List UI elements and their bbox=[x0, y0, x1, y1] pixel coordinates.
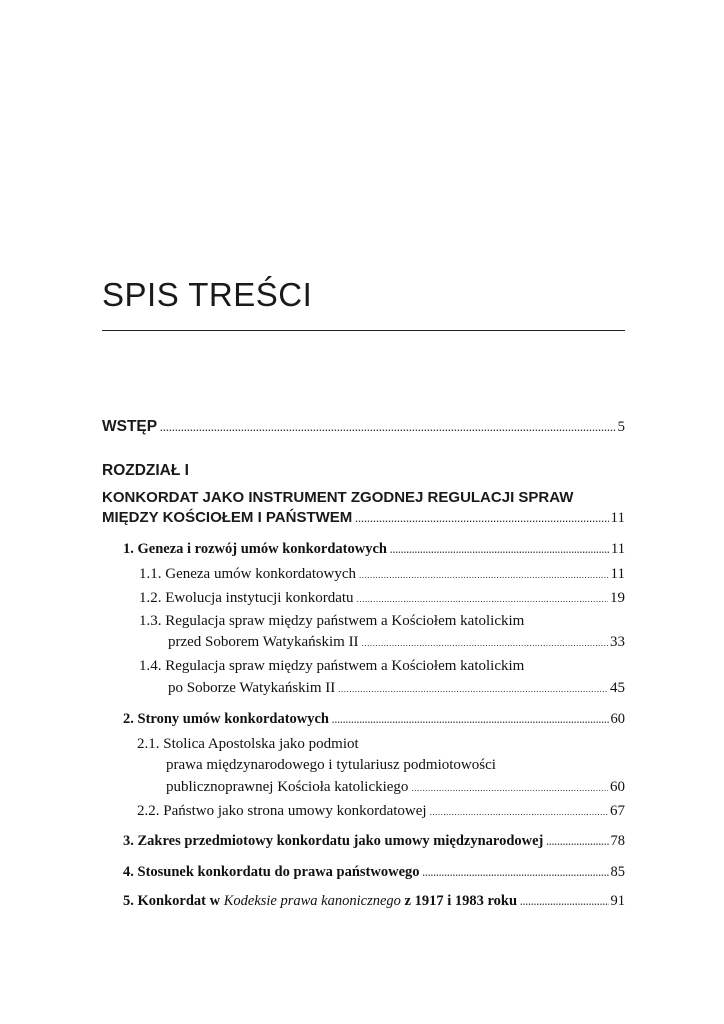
toc-entry-chapter[interactable] bbox=[102, 509, 625, 527]
toc-entry-s3[interactable] bbox=[123, 833, 625, 850]
dot-leader bbox=[520, 895, 608, 909]
toc-entry-s1-3-line1: 1.3. Regulacja spraw między państwem a Kościołem katolickim bbox=[139, 613, 525, 629]
dot-leader bbox=[160, 421, 615, 435]
toc-entry-label bbox=[123, 893, 517, 910]
toc-entry-label: WSTĘP bbox=[102, 418, 158, 435]
chapter-title-line2: MIĘDZY KOŚCIOŁEM I PAŃSTWEM bbox=[102, 509, 353, 526]
page-number: 11 bbox=[611, 541, 625, 557]
toc-entry-label: przed Soborem Watykańskim II bbox=[168, 634, 359, 650]
toc-entry-s2-2[interactable] bbox=[137, 803, 625, 820]
toc-entry-label: 2. Strony umów konkordatowych bbox=[123, 711, 329, 727]
toc-entry-label: 2.2. Państwo jako strona umowy konkordatowej bbox=[137, 803, 427, 819]
page-number: 5 bbox=[617, 419, 625, 435]
toc-entry-s1-1[interactable] bbox=[139, 566, 625, 583]
toc-entry-s2-1-line1: 2.1. Stolica Apostolska jako podmiot bbox=[137, 736, 359, 752]
toc-entry-s1[interactable] bbox=[123, 541, 625, 558]
toc-entry-label: publicznoprawnej Kościoła katolickiego bbox=[166, 779, 409, 795]
dot-leader bbox=[423, 866, 609, 880]
dot-leader bbox=[411, 781, 608, 795]
page-number: 11 bbox=[610, 566, 625, 582]
dot-leader bbox=[357, 592, 608, 606]
dot-leader bbox=[430, 805, 608, 819]
dot-leader bbox=[390, 543, 609, 557]
chapter-label: ROZDZIAŁ I bbox=[102, 462, 189, 479]
toc-entry-s2-1[interactable] bbox=[166, 779, 625, 796]
page-number: 33 bbox=[610, 634, 625, 650]
toc-entry-label: 4. Stosunek konkordatu do prawa państwowego bbox=[123, 864, 420, 880]
toc-entry-s4[interactable] bbox=[123, 864, 625, 881]
dot-leader bbox=[338, 682, 608, 696]
toc-entry-s1-3[interactable] bbox=[168, 634, 625, 651]
toc-entry-s1-4-line1: 1.4. Regulacja spraw między państwem a Kościołem katolickim bbox=[139, 658, 525, 674]
toc-entry-s1-2[interactable] bbox=[139, 590, 625, 607]
page-number: 91 bbox=[610, 893, 625, 909]
toc-entry-label: po Soborze Watykańskim II bbox=[168, 680, 336, 696]
title-rule bbox=[102, 330, 625, 331]
page-number: 85 bbox=[610, 864, 625, 880]
page-number: 78 bbox=[610, 833, 625, 849]
toc-entry-s2[interactable] bbox=[123, 711, 625, 728]
dot-leader bbox=[362, 636, 608, 650]
toc-entry-s2-1-line2: prawa międzynarodowego i tytulariusz podmiotowości bbox=[166, 757, 496, 773]
dot-leader bbox=[355, 512, 608, 526]
page-number: 19 bbox=[610, 590, 625, 606]
toc-entry-s1-4[interactable] bbox=[168, 680, 625, 697]
toc-entry-label-pre: 5. Konkordat w bbox=[123, 893, 224, 909]
toc-entry-intro[interactable] bbox=[102, 418, 625, 436]
page-title: SPIS TREŚCI bbox=[102, 276, 313, 313]
toc-entry-s5[interactable] bbox=[123, 893, 625, 910]
toc-entry-label: 1.2. Ewolucja instytucji konkordatu bbox=[139, 590, 354, 606]
toc-entry-label-post: z 1917 i 1983 roku bbox=[400, 893, 518, 909]
page-number: 11 bbox=[610, 510, 625, 526]
dot-leader bbox=[546, 835, 608, 849]
page-number: 60 bbox=[610, 711, 625, 727]
dot-leader bbox=[359, 568, 609, 582]
toc-entry-label-italic: Kodeksie prawa kanonicznego bbox=[223, 893, 401, 909]
toc-entry-label: 1.1. Geneza umów konkordatowych bbox=[139, 566, 357, 582]
dot-leader bbox=[332, 713, 609, 727]
page-number: 60 bbox=[610, 779, 625, 795]
toc-entry-label: 3. Zakres przedmiotowy konkordatu jako umowy międzynarodowej bbox=[123, 833, 544, 849]
page-number: 45 bbox=[610, 680, 625, 696]
page-number: 67 bbox=[610, 803, 625, 819]
chapter-title-line1: KONKORDAT JAKO INSTRUMENT ZGODNEJ REGULACJI SPRAW bbox=[102, 489, 574, 506]
toc-entry-label: 1. Geneza i rozwój umów konkordatowych bbox=[123, 541, 387, 557]
